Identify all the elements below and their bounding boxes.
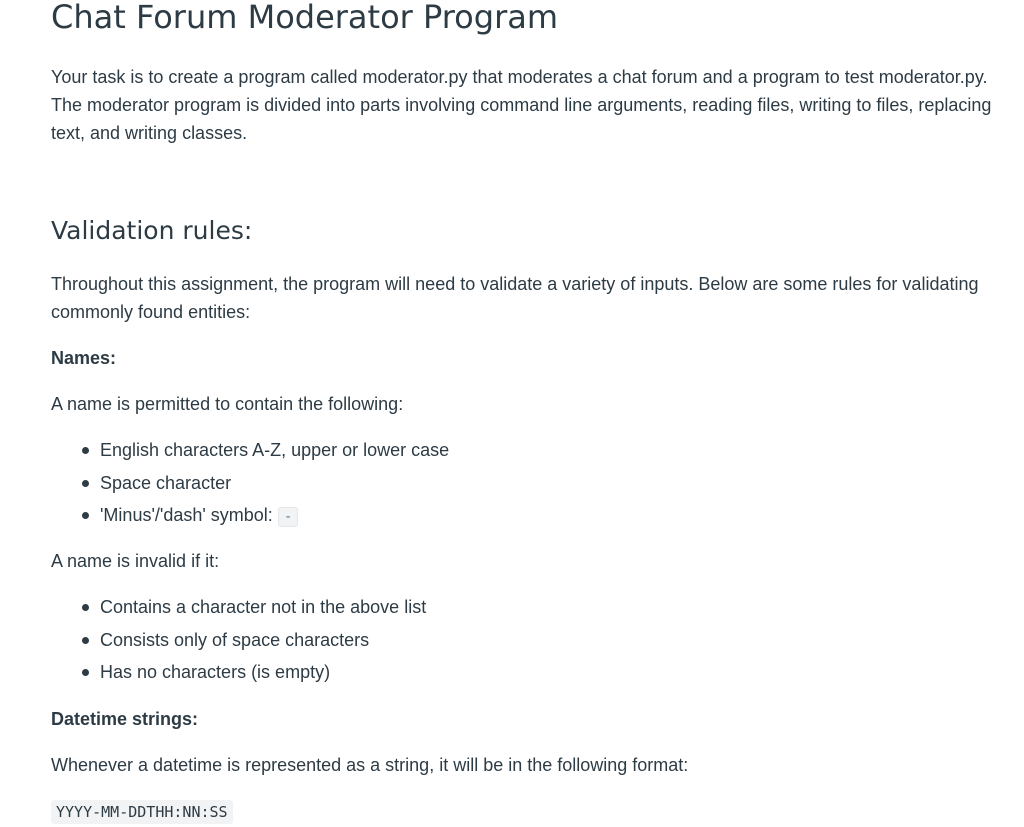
validation-heading: Validation rules: [51,216,253,245]
names-heading: Names: [51,348,117,368]
list-item: Space character [51,467,449,500]
list-item: Has no characters (is empty) [51,656,426,689]
invalid-list [51,591,426,689]
list-item: Contains a character not in the above list [51,591,426,624]
list-item: English characters A-Z, upper or lower case [51,434,449,467]
permitted-list [51,434,449,534]
validation-description: Throughout this assignment, the program will need to validate a variety of inputs. Below are some rules for validating commonly found entities: [51,274,979,322]
intro-paragraph: Your task is to create a program called moderator.py that moderates a chat forum and a program to test moderator.py. The moderator program is divided into parts involving command line arguments, reading files, writing to files, replacing text, and writing classes. [51,67,992,143]
list-item: Consists only of space characters [51,624,426,657]
datetime-heading: Datetime strings: [51,709,199,729]
list-item: 'Minus'/'dash' symbol: - [51,499,449,534]
page-title: Chat Forum Moderator Program [51,0,558,36]
dash-code: - [278,507,298,527]
datetime-description: Whenever a datetime is represented as a string, it will be in the following format: [51,755,689,775]
names-permitted-intro: A name is permitted to contain the following: [51,394,404,414]
names-invalid-intro: A name is invalid if it: [51,551,220,571]
datetime-format-code: YYYY-MM-DDTHH:NN:SS [51,800,233,824]
